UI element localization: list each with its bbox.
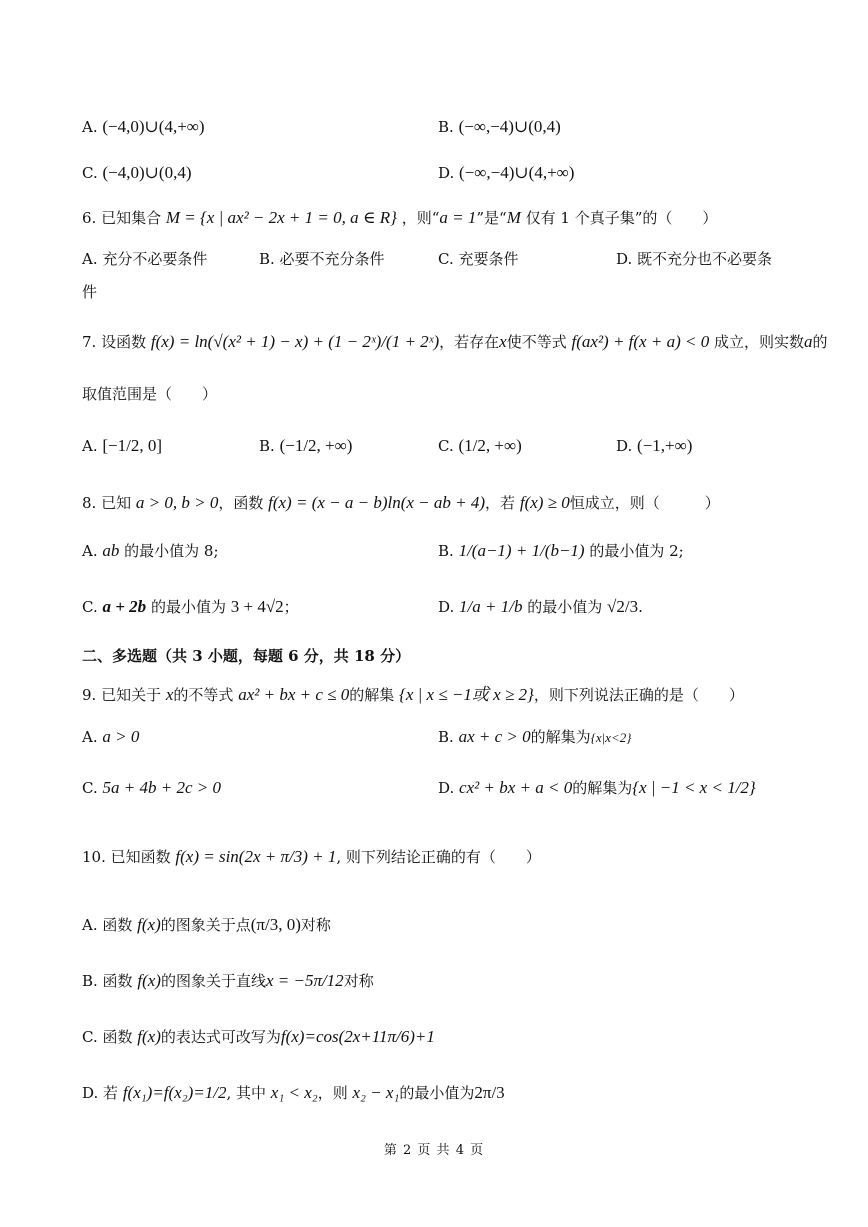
- q5-option-c: C. (−4,0)∪(0,4): [82, 163, 192, 182]
- q7-ineq: f(ax²) + f(x + a) < 0: [571, 332, 710, 351]
- q8-option-a: A. ab 的最小值为 8;: [82, 541, 219, 560]
- q9-option-c: C. 5a + 4b + 2c > 0: [82, 778, 221, 797]
- q10-option-a: A. 函数 f(x)的图象关于点(π/3, 0)对称: [82, 915, 331, 934]
- q7-func: f(x) = ln(√(x² + 1) − x) + (1 − 2ˣ)/(1 + 2ˣ): [150, 332, 440, 351]
- q6-option-c: C. 充要条件: [438, 250, 519, 268]
- q6-set-expr: M = {x | ax² − 2x + 1 = 0, a ∈ R}: [165, 208, 397, 227]
- q7-option-a: A. [−1/2, 0]: [82, 436, 163, 455]
- q9-stem: 9. 已知关于 x的不等式 ax² + bx + c ≤ 0的解集 {x | x ≤ −1或 x ≥ 2}，则下列说法正确的是（ ）: [82, 685, 744, 704]
- q10-option-c: C. 函数 f(x)的表达式可改写为f(x)=cos(2x+11π/6)+1: [82, 1027, 435, 1046]
- q8-option-c: C. a + 2b 的最小值为 3 + 4√2；: [82, 597, 299, 616]
- q9-option-b: B. ax + c > 0的解集为{x|x<2}: [438, 727, 632, 746]
- q8-option-d: D. 1/a + 1/b 的最小值为 √2/3.: [438, 597, 643, 616]
- page-footer: 第 2 页 共 4 页: [383, 1143, 485, 1158]
- q5-option-b: B. (−∞,−4)∪(0,4): [438, 117, 561, 136]
- q9-option-d: D. cx² + bx + a < 0的解集为{x | −1 < x < 1/2}: [438, 778, 756, 797]
- q6-option-b: B. 必要不充分条件: [259, 250, 385, 268]
- q5-option-a: A. (−4,0)∪(4,+∞): [82, 117, 205, 136]
- q8-option-b: B. 1/(a−1) + 1/(b−1) 的最小值为 2;: [438, 541, 684, 560]
- q9-option-a: A. a > 0: [82, 727, 140, 746]
- q7-stem-cont: 取值范围是（ ）: [82, 385, 218, 403]
- q7-option-c: C. (1/2, +∞): [438, 436, 522, 455]
- q6-option-d: D. 既不充分也不必要条: [616, 250, 773, 268]
- q5-option-b-expr: (−∞,−4)∪(0,4): [458, 117, 561, 136]
- q5-option-c-expr: (−4,0)∪(0,4): [102, 163, 192, 182]
- q5-option-d: D. (−∞,−4)∪(4,+∞): [438, 163, 575, 182]
- q8-func: f(x) = (x − a − b)ln(x − ab + 4): [268, 493, 486, 512]
- q5-option-a-expr: (−4,0)∪(4,+∞): [102, 117, 205, 136]
- q7-stem: 7. 设函数 f(x) = ln(√(x² + 1) − x) + (1 − 2ˣ)/(1 + 2ˣ)，若存在x使不等式 f(ax²) + f(x + a) < 0 成立，则实数a的: [82, 332, 828, 351]
- q6-option-d-wrap: 件: [82, 283, 98, 301]
- q5-option-d-expr: (−∞,−4)∪(4,+∞): [459, 163, 575, 182]
- q7-option-b: B. (−1/2, +∞): [259, 436, 353, 455]
- q7-option-d: D. (−1,+∞): [616, 436, 693, 455]
- q10-stem: 10. 已知函数 f(x) = sin(2x + π/3) + 1, 则下列结论正确的有（ ）: [82, 847, 541, 866]
- q10-func: f(x) = sin(2x + π/3) + 1: [175, 847, 337, 866]
- q8-stem: 8. 已知 a > 0, b > 0，函数 f(x) = (x − a − b)ln(x − ab + 4)，若 f(x) ≥ 0恒成立，则（ ）: [82, 493, 720, 512]
- section-heading: 二、多选题（共 3 小题，每题 6 分，共 18 分）: [82, 647, 411, 665]
- q10-option-b: B. 函数 f(x)的图象关于直线x = −5π/12对称: [82, 971, 374, 990]
- q6-stem: 6. 已知集合 M = {x | ax² − 2x + 1 = 0, a ∈ R} ，则“a = 1”是“M 仅有 1 个真子集”的（ ）: [82, 208, 718, 227]
- q6-option-a: A. 充分不必要条件: [82, 250, 208, 268]
- q10-option-d: D. 若 f(x₁)=f(x₂)=1/2, 其中 x₁ < x₂，则 x₂ − x₁的最小值为2π/3: [82, 1083, 505, 1102]
